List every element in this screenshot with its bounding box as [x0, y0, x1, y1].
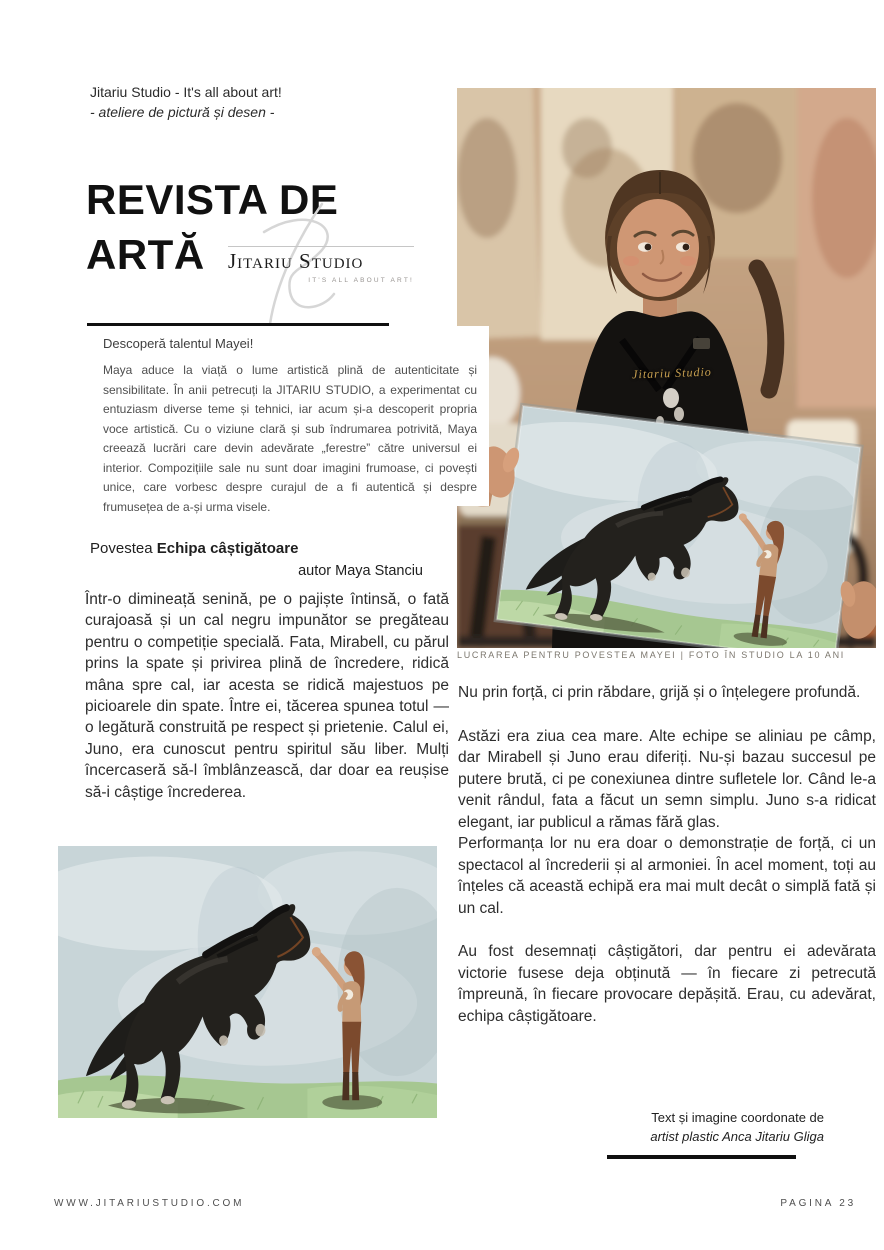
credit-line2: artist plastic Anca Jitariu Gliga	[650, 1129, 824, 1144]
feature-box-body: Maya aduce la viață o lume artistică plină de autenticitate și sensibilitate. În anii petrecuți la JITARIU STUDIO, a experimentat cu entuziasm diverse teme și tehnici, iar acum și-a descoperit propria voce artistică. Cu o viziune clară și sub îndrumarea potrivită, Maya creează lucrări care devin adevărate „ferestre” către universul ei interior. Compozițiile sale nu sunt doar imagini frumoase, ci povești unice, care vorbesc despre curajul de a fi autentică și despre frumusețea de a-și urma visele.	[103, 363, 477, 514]
photo-caption: LUCRAREA PENTRU POVESTEA MAYEI | FOTO ÎN STUDIO LA 10 ANI	[457, 650, 845, 660]
credit-line1: Text și imagine coordonate de	[651, 1110, 824, 1125]
story-paragraph: Nu prin forță, ci prin răbdare, grijă și o înțelegere profundă.	[458, 684, 861, 701]
credit-block	[460, 1108, 824, 1146]
story-heading	[90, 540, 298, 557]
feature-box-heading: Descoperă talentul Mayei!	[103, 336, 254, 351]
apron-text: Jitariu Studio	[631, 364, 713, 382]
story-paragraph: Au fost desemnați câștigători, dar pentru ei adevărata victorie fusese deja obținută — în fiecare zi petrecută împreună, în fiecare provocare depășită. Erau, cu adevărat, echipa câștigătoare.	[458, 943, 876, 1025]
story-kicker: Povestea	[90, 540, 153, 557]
story-byline: autor Maya Stanciu	[298, 563, 423, 579]
magazine-title-line1: REVISTA DE	[86, 176, 339, 223]
logo-tagline: IT'S ALL ABOUT ART!	[308, 277, 414, 284]
feature-box	[87, 326, 489, 514]
footer-page-number: PAGINA 23	[780, 1198, 856, 1209]
logo-name: Jitariu Studio	[228, 249, 364, 273]
story-right-column	[458, 682, 876, 1049]
logo-rule	[228, 246, 414, 247]
artwork-image	[58, 846, 437, 1118]
story-paragraph: Performanța lor nu era doar o demonstrație de forță, ci un spectacol al încrederii și al armoniei. În acel moment, toți au înțeles că această echipă era mai mult decât o simplă fată și un cal.	[458, 835, 876, 917]
magazine-title-line2: ARTĂ	[86, 231, 205, 278]
story-title: Echipa câștigătoare	[156, 540, 299, 557]
studio-tagline: Jitariu Studio - It's all about art!	[90, 84, 282, 100]
credit-rule	[607, 1155, 796, 1159]
page-header	[90, 82, 282, 122]
studio-subtitle: - ateliere de pictură și desen -	[90, 104, 275, 120]
story-left-paragraph: Într-o dimineață senină, pe o pajiște întinsă, o fată curajoasă și un cal negru impunător se pregăteau pentru o competiție specială. Fata, Mirabell, cu părul prins la spate și privirea plină de încredere, ridică mâna spre cal, iar acesta se ridică majestuos pe picioarele din spate. Între ei, tăcerea spunea totul — o legătură construită pe respect și prietenie. Calul ei, Juno, era cunoscut pentru spiritul său liber. Mulți încercaseră să-l îmblânzească, dar doar ea reușise să-i câștige încrederea.	[85, 591, 449, 801]
studio-logo	[222, 196, 412, 326]
story-paragraph: Astăzi era ziua cea mare. Alte echipe se aliniau pe câmp, dar Mirabell și Juno erau diferiți. Nu-și bazau succesul pe putere brută, ci pe conexiunea dintre sufletele lor. Când le-a venit rândul, fata a făcut un semn simplu. Juno s-a ridicat elegant, iar publicul a rămas fără glas.	[458, 727, 876, 831]
footer-website: WWW.JITARIUSTUDIO.COM	[54, 1198, 245, 1209]
